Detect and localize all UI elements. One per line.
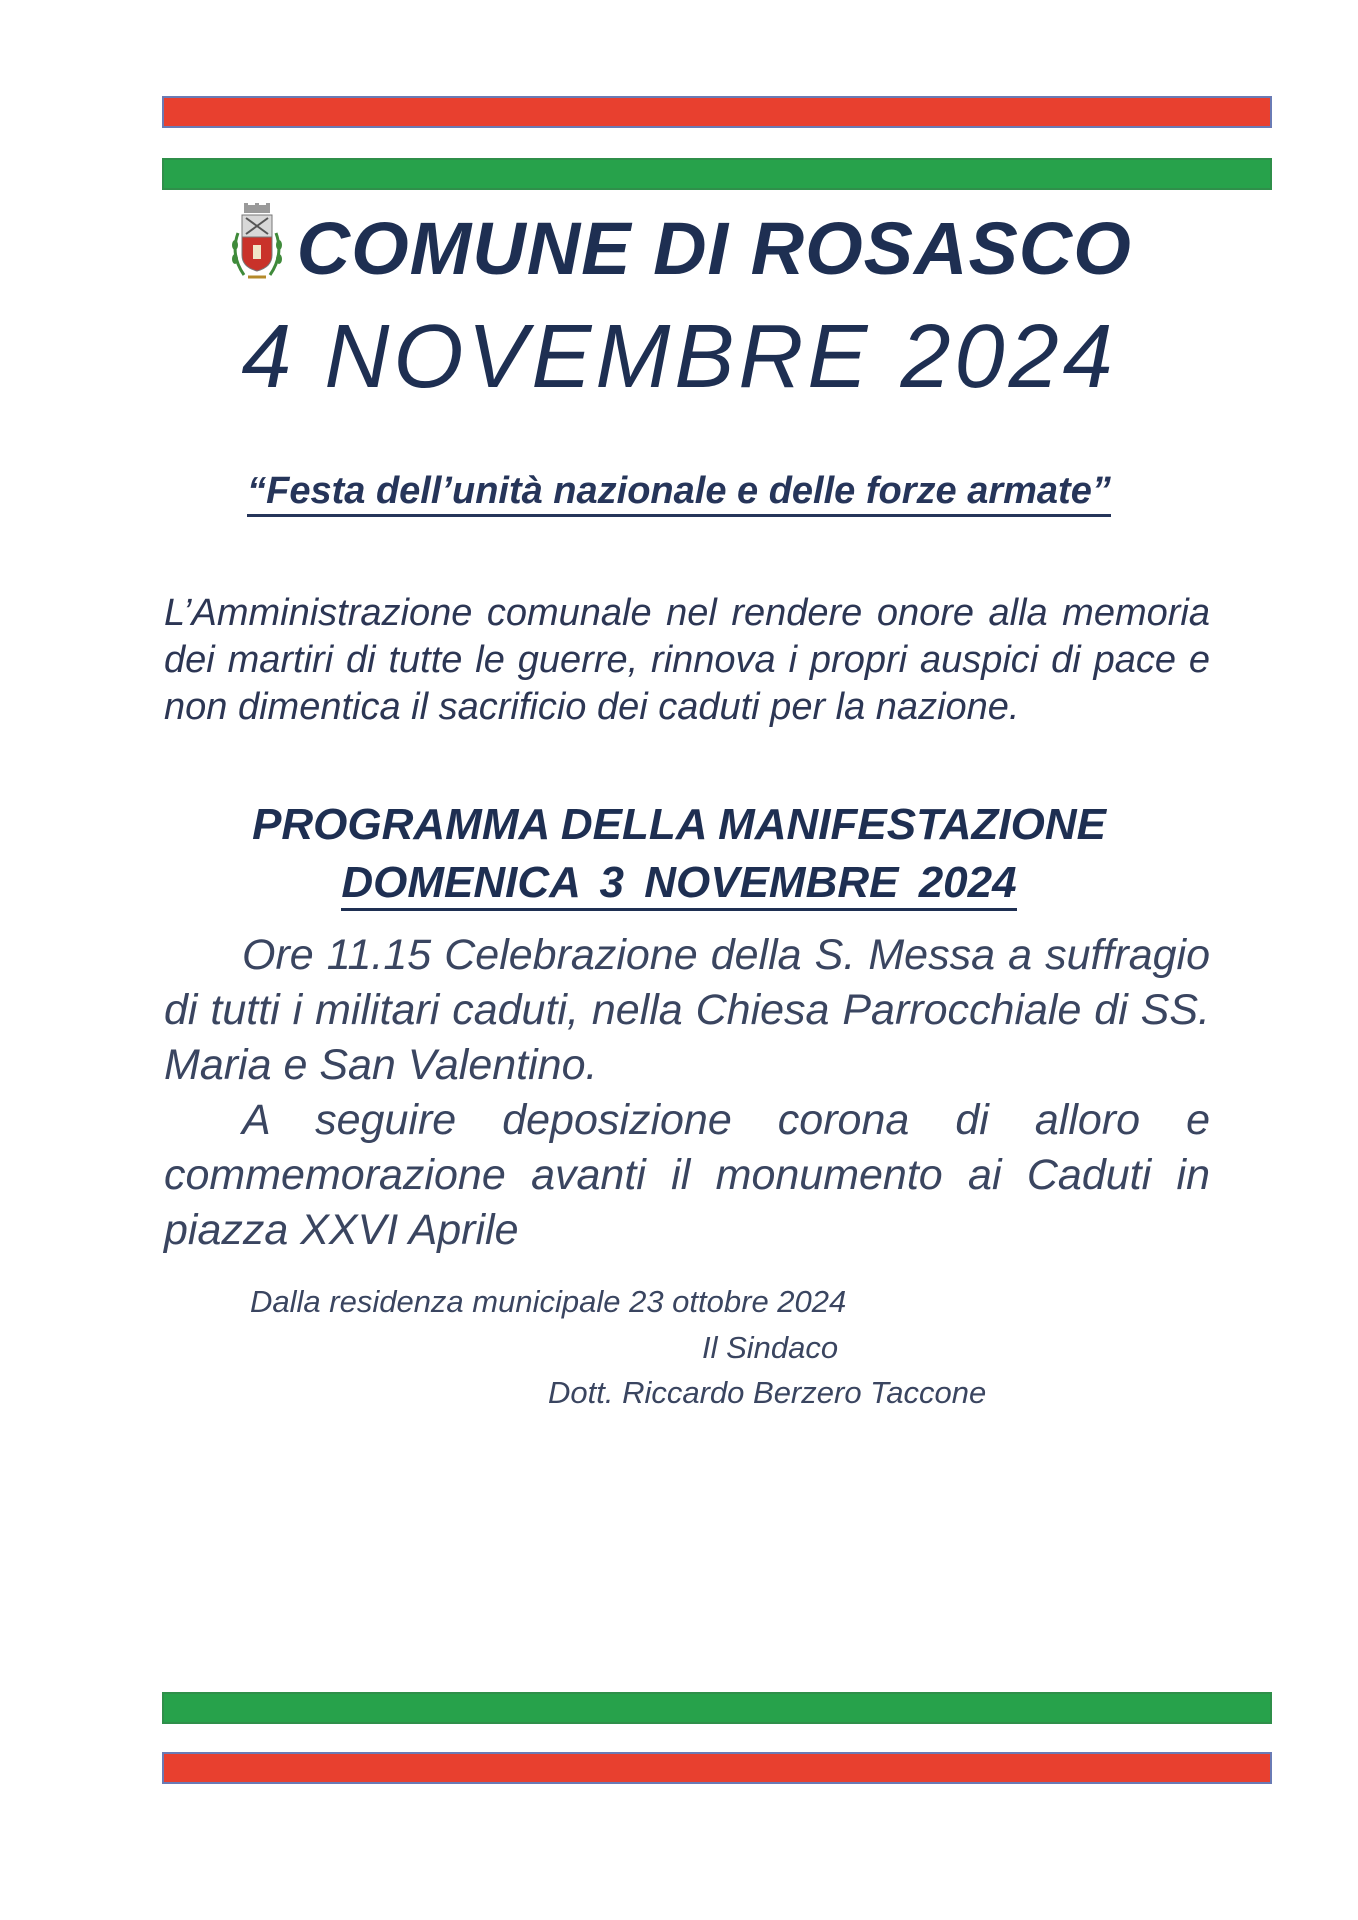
program-date — [0, 858, 1358, 908]
program-item-mass: Ore 11.15 Celebrazione della S. Messa a suffragio di tutti i militari caduti, nella Chiesa Parrocchiale di SS. Maria e San Valentino. — [164, 931, 1210, 1089]
municipality-title: COMUNE DI ROSASCO — [296, 207, 1132, 290]
event-date-title: 4 NOVEMBRE 2024 — [241, 307, 1117, 407]
program-item-wreath: A seguire deposizione corona di alloro e commemorazione avanti il monumento ai Caduti in piazza XXVI Aprile — [164, 1096, 1210, 1254]
bottom-green-stripe — [162, 1692, 1272, 1724]
coat-of-arms-icon — [226, 203, 288, 287]
program-date-text: DOMENICA 3 NOVEMBRE 2024 — [341, 858, 1016, 911]
bottom-red-stripe — [162, 1752, 1272, 1784]
header-row — [0, 206, 1358, 291]
event-name-text: “Festa dell’unità nazionale e delle forze armate” — [247, 470, 1111, 517]
event-name-subtitle — [0, 470, 1358, 513]
intro-paragraph: L’Amministrazione comunale nel rendere onore alla memoria dei martiri di tutte le guerre, rinnova i propri auspici di pace e non dimentica il sacrificio dei caduti per la nazione. — [164, 592, 1210, 728]
closing-place-date: Dalla residenza municipale 23 ottobre 2024 — [250, 1284, 847, 1319]
closing-signatory-name: Dott. Riccardo Berzero Taccone — [548, 1375, 987, 1410]
closing-role: Il Sindaco — [702, 1330, 839, 1365]
top-red-stripe — [162, 96, 1272, 128]
program-title: PROGRAMMA DELLA MANIFESTAZIONE — [252, 800, 1106, 849]
top-green-stripe — [162, 158, 1272, 190]
